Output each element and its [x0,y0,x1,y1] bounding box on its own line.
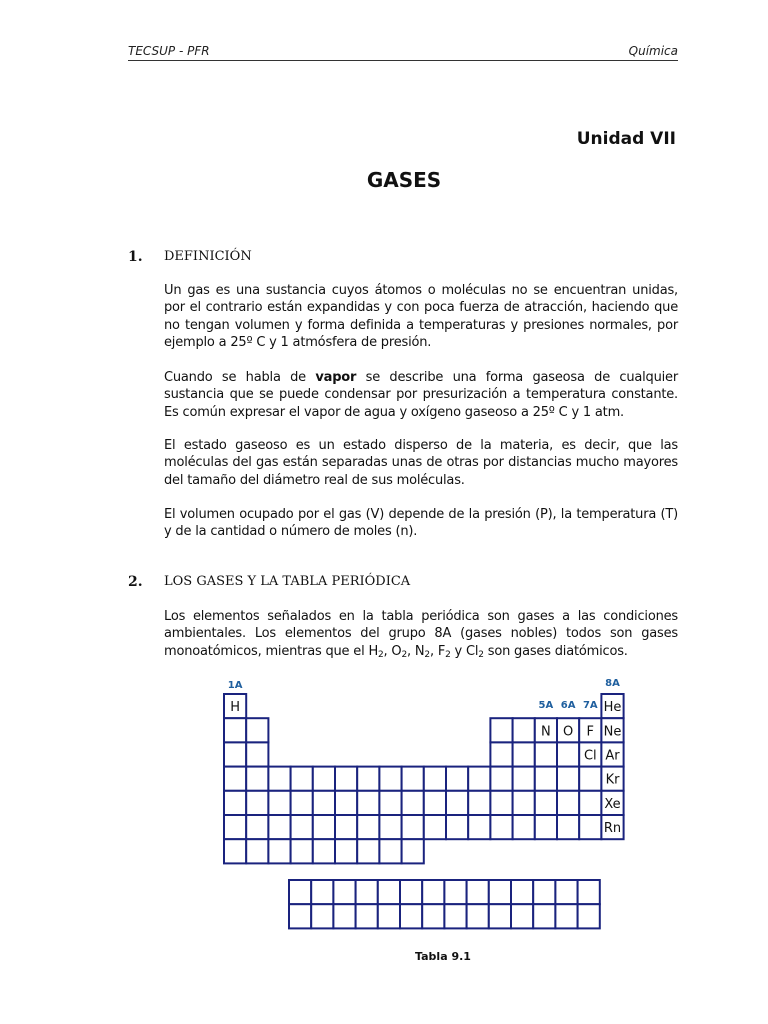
table-cell [490,742,512,766]
element-Rn: Rn [603,821,622,837]
table-cell [402,839,424,863]
f-block-cell [511,880,533,904]
f-block-cell [422,904,444,928]
table-cell [246,839,268,863]
table-caption: Tabla 9.1 [415,950,471,963]
section-1-title: DEFINICIÓN [164,249,252,264]
table-cell [335,791,357,815]
table-cell [224,742,246,766]
f-block-cell [378,880,400,904]
f-block-cell [533,904,555,928]
table-cell [424,767,446,791]
table-cell [246,791,268,815]
table-cell [313,815,335,839]
table-cell [357,815,379,839]
section-1-paragraph-3: El estado gaseoso es un estado disperso de la materia, es decir, que las moléculas del gas están separadas unas de otras por distancias mucho mayores del tamaño del diámetro real de sus moléculas. [164,438,678,488]
f-block-cell [533,880,555,904]
table-cell [268,839,290,863]
f-block-cell [333,880,355,904]
element-Xe: Xe [604,796,621,812]
group-label-5A: 5A [538,700,554,711]
f-block-cell [333,904,355,928]
table-cell [379,815,401,839]
element-F: F [586,724,595,740]
s2-formula-1: $O_2$, [391,643,415,660]
element-Kr: Kr [605,772,620,788]
f-block-cell [311,880,333,904]
group-label-6A: 6A [560,700,576,711]
table-cell [535,742,557,766]
f-block-cell [311,904,333,928]
header-left: TECSUP - PFR [128,44,210,58]
table-cell [291,767,313,791]
f-block-cell [489,880,511,904]
table-cell [313,839,335,863]
table-cell [513,791,535,815]
table-cell [468,767,490,791]
table-cell [291,839,313,863]
unit-title: Unidad VII [576,129,676,149]
table-cell [313,767,335,791]
section-2-number: 2. [128,574,143,590]
f-block-cell [289,880,311,904]
section-1-paragraph-1: Un gas es una sustancia cuyos átomos o moléculas no se encuentran unidas, por el contrario están expandidas y con poca fuerza de atracción, haciendo que no tengan volumen y forma definida a temperaturas y presiones normales, por ejemplo a 25º C y 1 atmósfera de presión. [164,283,678,350]
s2-formula-3: $F_2$ y [437,643,466,660]
table-cell [402,791,424,815]
section-1-paragraph-4: El volumen ocupado por el gas (V) depende de la presión (P), la temperatura (T) y de la cantidad o número de moles (n). [164,507,678,540]
table-cell [513,815,535,839]
table-cell [557,767,579,791]
table-cell [379,839,401,863]
table-cell [291,815,313,839]
s2-formula-4: $Cl_2$ [465,643,484,660]
table-cell [379,767,401,791]
f-block-cell [444,904,466,928]
table-cell [246,742,268,766]
f-block-cell [555,904,577,928]
table-cell [402,767,424,791]
f-block-cell [356,880,378,904]
table-cell [557,815,579,839]
table-cell [535,815,557,839]
table-cell [402,815,424,839]
group-label-7A: 7A [582,700,598,711]
f-block-cell [444,880,466,904]
table-cell [490,815,512,839]
table-cell [446,791,468,815]
table-cell [490,718,512,742]
f-block-cell [467,880,489,904]
f-block-cell [356,904,378,928]
table-cell [224,839,246,863]
table-cell [513,767,535,791]
f-block-cell [467,904,489,928]
f-block-cell [578,880,600,904]
table-cell [357,767,379,791]
table-cell [335,815,357,839]
table-cell [246,718,268,742]
f-block-cell [511,904,533,928]
table-cell [468,791,490,815]
f-block-cell [378,904,400,928]
table-cell [557,742,579,766]
table-cell [379,791,401,815]
table-cell [468,815,490,839]
table-cell [357,791,379,815]
f-block-cell [400,880,422,904]
table-cell [335,767,357,791]
s2-text: Los elementos señalados en la tabla periódica son gases a las condiciones ambientales. Los elementos del grupo 8A (gases nobles) todos son gases monoatómicos, mientras que el [164,609,678,659]
term-vapor: vapor [315,370,357,385]
element-Ar: Ar [605,748,620,764]
table-cell [579,815,601,839]
f-block-cell [489,904,511,928]
f-block-cell [289,904,311,928]
table-cell [424,815,446,839]
table-cell [424,791,446,815]
table-cell [268,815,290,839]
section-2-title: LOS GASES Y LA TABLA PERIÓDICA [164,574,411,589]
s2-formula-2: $N_2$, [414,643,438,660]
element-Ne: Ne [603,724,622,740]
table-cell [490,767,512,791]
s2-formula-0: $H_2$, [368,643,392,660]
table-cell [357,839,379,863]
table-cell [579,791,601,815]
s2-end: son gases diatómicos. [483,643,628,659]
p2-after: se describe una forma gaseosa de cualquier sustancia que se puede condensar por presurización a temperatura constante. Es común expresar el vapor de agua y oxígeno gaseoso a 25º C y 1 atm. [164,370,678,420]
f-block-cell [400,904,422,928]
table-cell [535,791,557,815]
table-cell [490,791,512,815]
element-H: H [230,700,240,716]
group-label-1A: 1A [227,680,243,691]
table-cell [268,791,290,815]
table-cell [513,742,535,766]
table-cell [246,815,268,839]
table-cell [291,791,313,815]
table-cell [246,767,268,791]
table-cell [224,815,246,839]
table-cell [224,718,246,742]
table-cell [535,767,557,791]
element-Cl: Cl [583,748,597,764]
element-O: O [562,724,574,740]
chapter-title: GASES [366,168,442,192]
element-N: N [541,724,551,740]
f-block-cell [555,880,577,904]
element-He: He [603,700,622,716]
f-block-cell [578,904,600,928]
table-cell [513,718,535,742]
table-cell [224,791,246,815]
header-right: Química [628,44,678,58]
table-cell [557,791,579,815]
table-cell [313,791,335,815]
table-cell [446,767,468,791]
group-label-8A: 8A [605,678,620,689]
table-cell [335,839,357,863]
f-block-cell [422,880,444,904]
section-1-number: 1. [128,249,143,265]
table-cell [224,767,246,791]
table-cell [446,815,468,839]
p2-before: Cuando se habla de [164,370,316,385]
table-cell [579,767,601,791]
table-cell [268,767,290,791]
